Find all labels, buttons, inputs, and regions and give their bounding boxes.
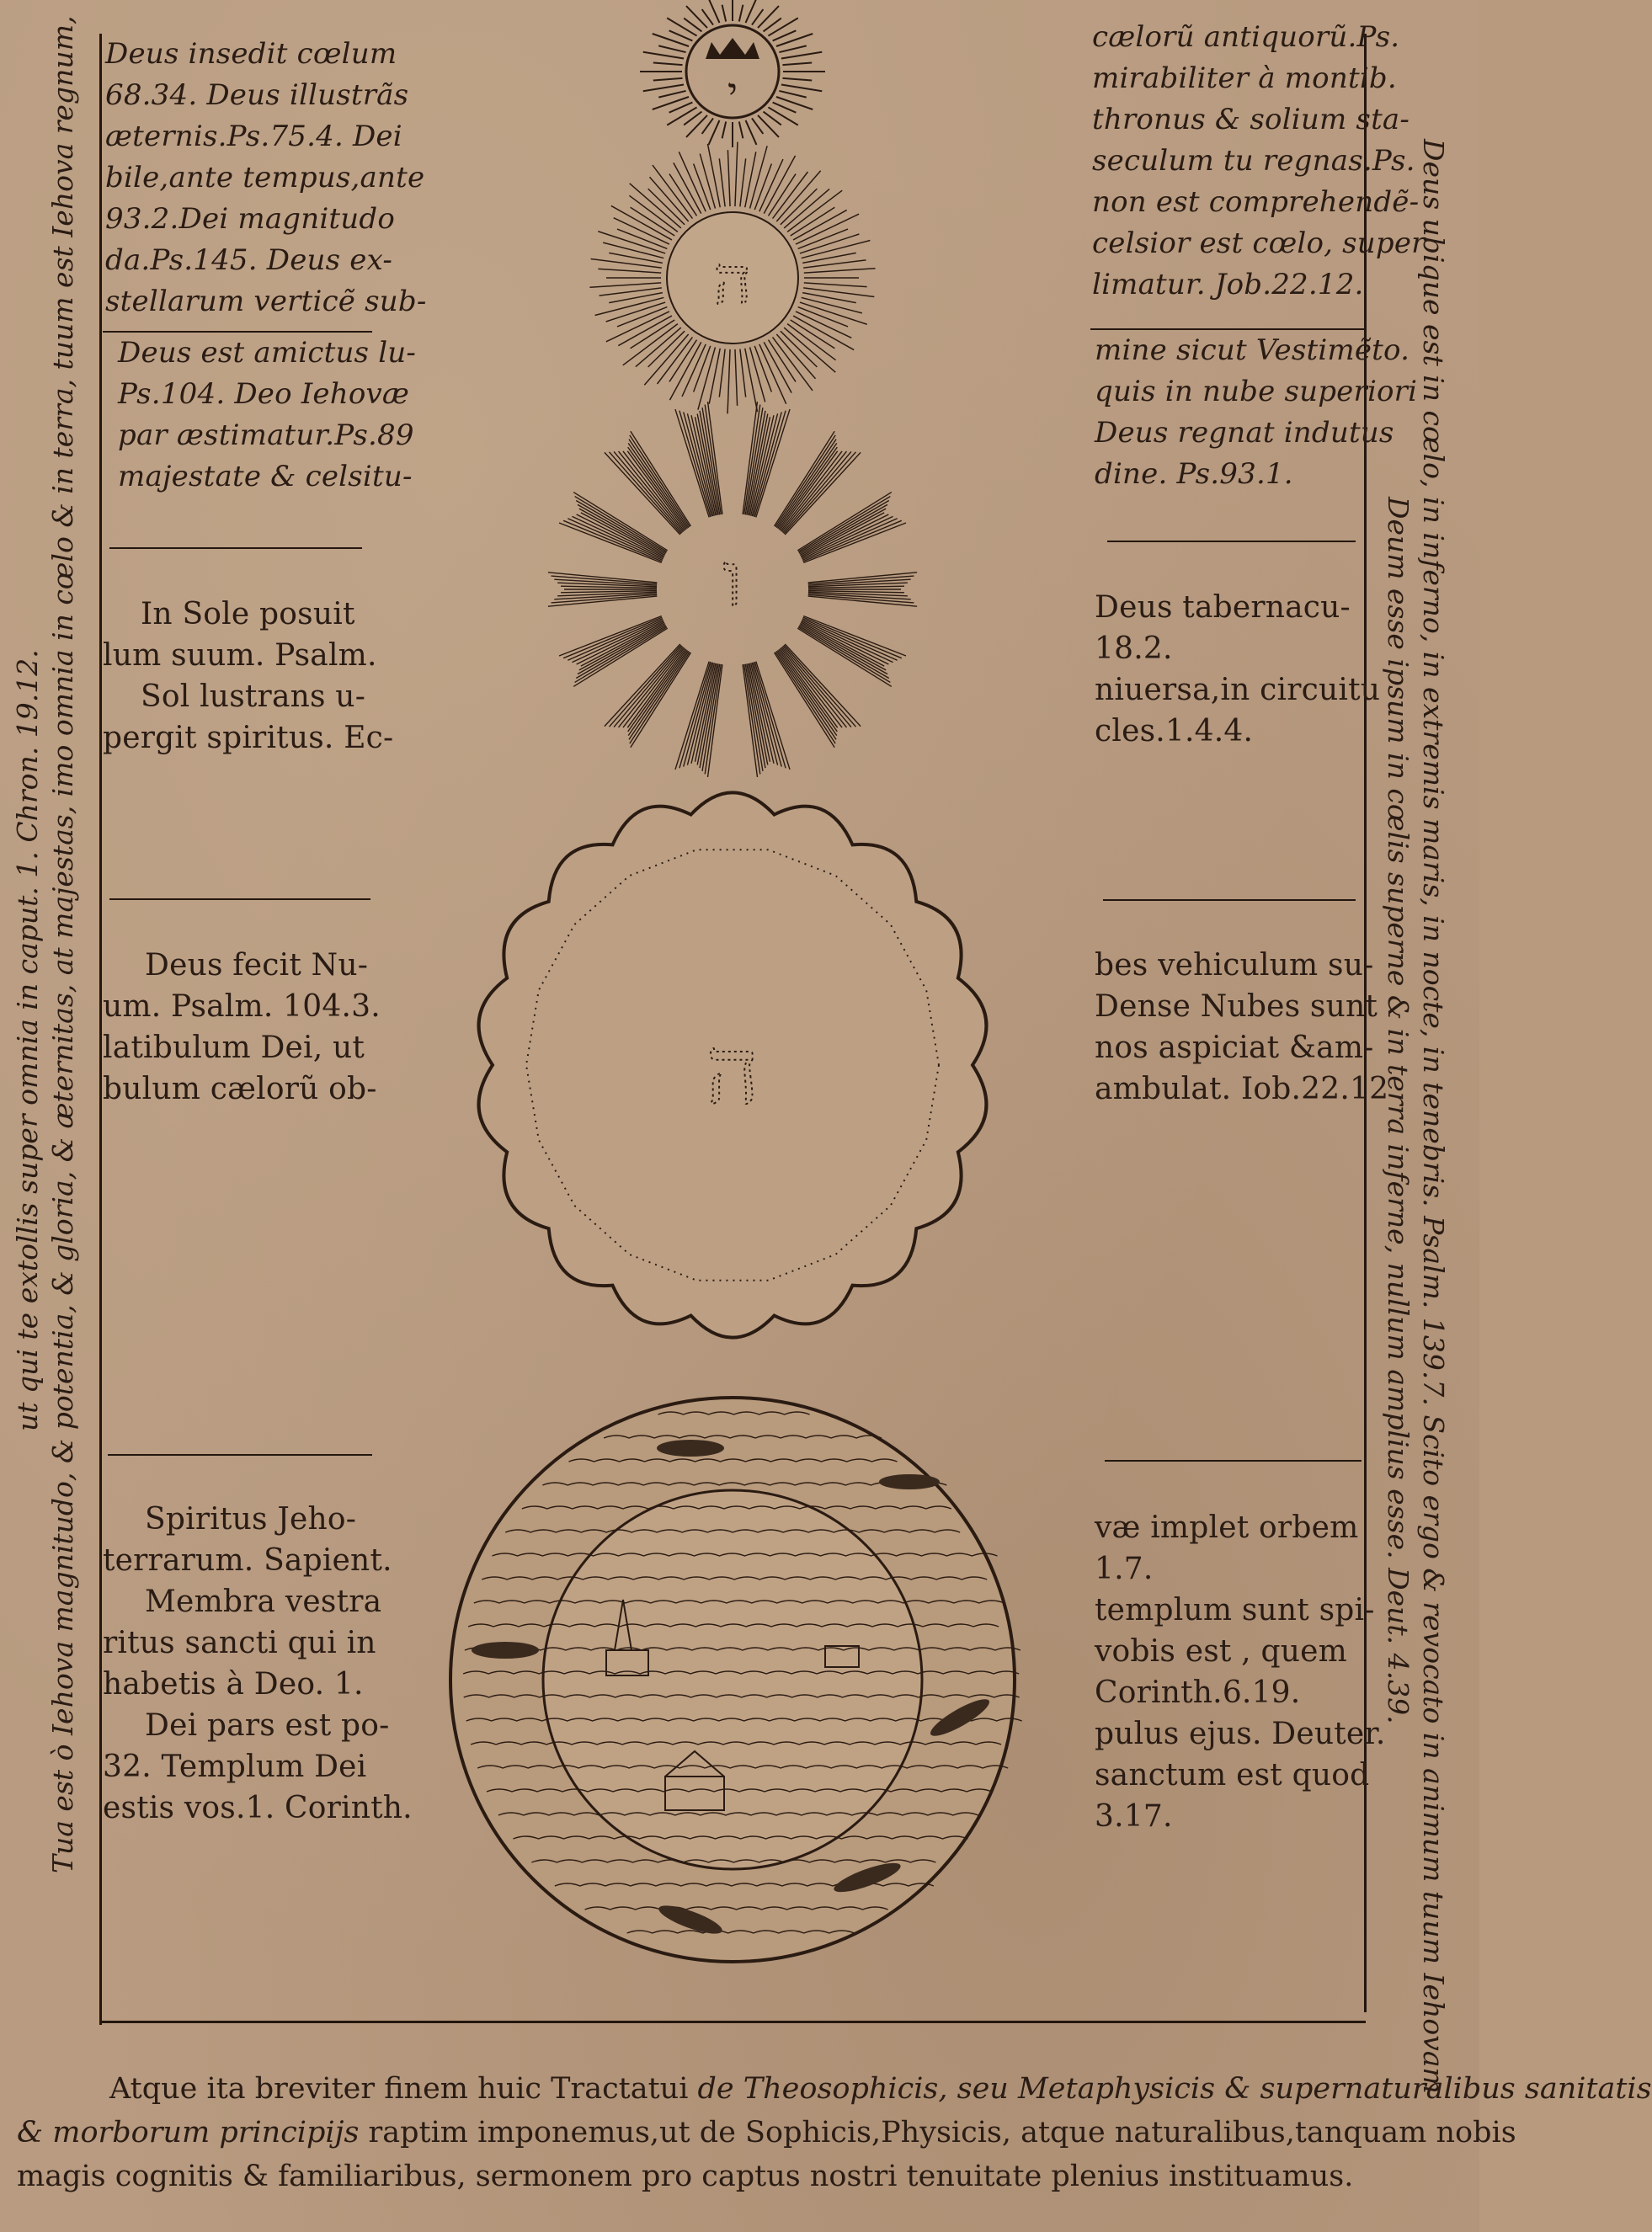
right-block-2: mine sicut Vestimẽto. quis in nube superiori Deus regnat indutus dine. Ps.93.1.: [1095, 333, 1418, 491]
left-margin-vertical-line-2: ut qui te extollis super omnia in caput. 1. Chron. 19.12.: [11, 649, 44, 1431]
crown-icon: [706, 38, 759, 59]
right-margin-vertical-line-2: Deum esse ipsum in cœlis superne & in terra inferne, nullum amplius esse. Deut. 4.39.: [1382, 497, 1415, 1724]
sun-disk: [667, 212, 798, 344]
left-block-4: Deus fecit Nu- um. Psalm. 104.3. latibulum Dei, ut bulum cælorũ ob-: [103, 948, 381, 1106]
hebrew-he-glyph-sun: ה: [713, 243, 752, 319]
hebrew-yod-glyph: י: [727, 69, 738, 115]
right-block-1: cælorũ antiquorũ.Ps. mirabiliter à montib. thronus & solium sta- seculum tu regnas.Ps. non est comprehendẽ- celsior est cœlo, super limatur. Job.22.12.: [1092, 20, 1426, 301]
right-margin-vertical-line-1: Deus ubique est in cœlo, in inferno, in extremis maris, in nocte, in tenebris. Psalm. 139.7. Scito ergo & revocato in animum tuum Iehovam: [1417, 139, 1450, 2094]
closing-line-2: & morborum principijs raptim imponemus,ut de Sophicis,Physicis, atque naturalibus,tanquam nobis: [17, 2116, 1516, 2149]
radiant-light: [722, 536, 742, 625]
closing-line-1: Atque ita breviter finem huic Tractatui de Theosophicis, seu Metaphysicis & supernaturalibus sanitatis: [109, 2072, 1652, 2106]
left-block-2: Deus est amictus lu- Ps.104. Deo Iehovæ par æstimatur.Ps.89 majestate & celsitu-: [118, 336, 417, 493]
left-block-1: Deus insedit cœlum 68.34. Deus illustrãs æternis.Ps.75.4. Dei bile,ante tempus,ante 93.2.Dei magnitudo da.Ps.145. Deus ex- stellarum verticẽ sub-: [105, 37, 427, 318]
right-block-3: Deus tabernacu- 18.2. niuersa,in circuitu cles.1.4.4.: [1095, 590, 1381, 748]
left-block-5: Spiritus Jeho- terrarum. Sapient. Membra vestra ritus sancti qui in habetis à Deo. 1. Dei pars est po- 32. Templum Dei estis vos.1. Corinth.: [103, 1502, 413, 1825]
closing-line-3: magis cognitis & familiaribus, sermonem pro captus nostri tenuitate plenius instituamus.: [17, 2160, 1354, 2193]
top-sun-emblem: [686, 25, 779, 118]
hebrew-he-glyph-cloud: ה: [706, 1017, 759, 1125]
cloud-emblem: [479, 792, 987, 1337]
right-block-5: væ implet orbem 1.7. templum sunt spi- vobis est , quem Corinth.6.19. pulus ejus. Deuter. sanctum est quod 3.17.: [1095, 1510, 1386, 1834]
right-block-4: bes vehiculum su- Dense Nubes sunt nos aspiciat &am- ambulat. Iob.22.12: [1095, 948, 1389, 1106]
earth-globe: [450, 1398, 1022, 1962]
closing-paragraph: [17, 2067, 1652, 2198]
left-block-3: In Sole posuit lum suum. Psalm. Sol lustrans u- pergit spiritus. Ec-: [103, 597, 394, 755]
left-margin-vertical-line-1: Tua est ò Iehova magnitudo, & potentia, & gloria, & æternitas, at majestas, imo omnia in cœlo & in terra, tuum est Iehova regnum,: [46, 15, 79, 1873]
hebrew-vav-glyph: ו: [722, 536, 743, 625]
